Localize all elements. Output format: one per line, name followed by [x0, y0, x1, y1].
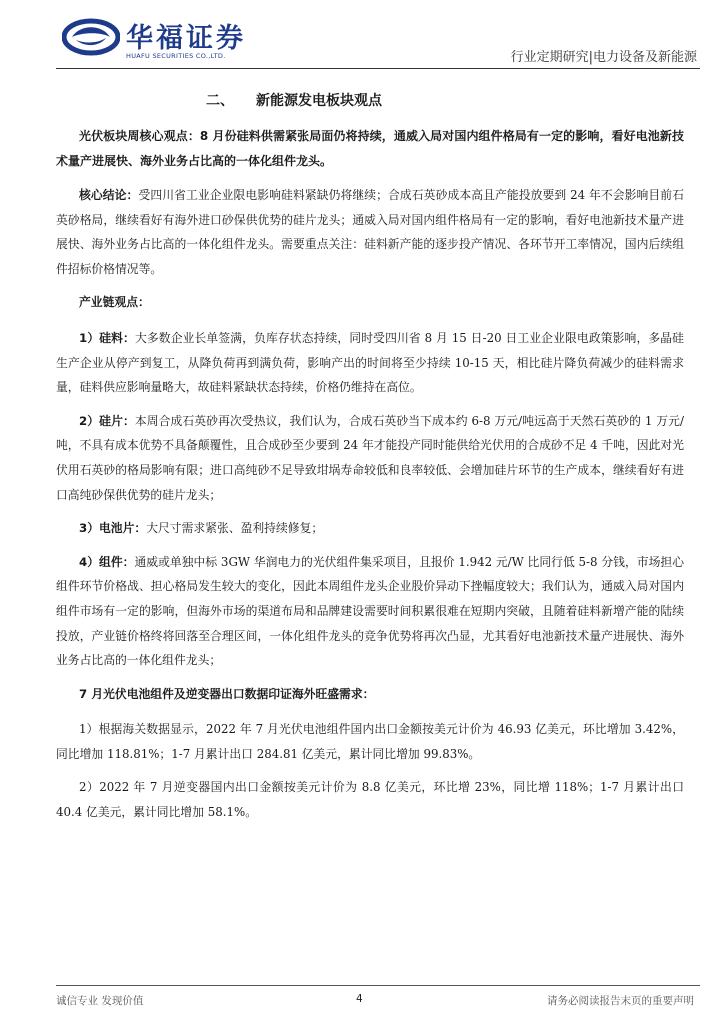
core-thesis: 光伏板块周核心观点：8 月份硅料供需紧张局面仍将持续，通威入局对国内组件格局有一定的影响，看好电池新技术量产进展快、海外业务占比高的一体化组件龙头。: [56, 129, 684, 168]
footer-disclaimer: 请务必阅读报告末页的重要声明: [547, 995, 694, 1007]
section-number: 二、: [206, 93, 234, 109]
export-item-modules: 1）根据海关数据显示，2022 年 7 月光伏电池组件国内出口金额按美元计价为 46.93 亿美元，环比增加 3.42%，同比增加 118.81%；1-7 月累计出口 284.81 亿美元，累计同比增加 99.83%。: [56, 722, 684, 761]
page-number: 4: [356, 993, 363, 1005]
footer-divider: [56, 985, 700, 986]
logo-chinese-name: 华福证券: [126, 23, 246, 54]
chain-item-module: [56, 550, 684, 673]
chain-item-wafer: [56, 409, 684, 507]
export-heading: 7 月光伏电池组件及逆变器出口数据印证海外旺盛需求：: [79, 686, 375, 701]
logo-emblem-icon: [62, 18, 120, 56]
chain-item-text: 大尺寸需求紧张、盈利持续修复；: [146, 521, 324, 536]
chain-item-text: 通威或单独中标 3GW 华润电力的光伏组件集采项目，且报价 1.942 元/W 比同行低 5-8 分钱，市场担心组件环节价格战、担心格局发生较大的变化，因此本周组件龙头企业股价异动下挫幅度较大；我们认为，通威入局对国内组件市场有一定的影响，但海外市场的渠道布局和品牌建设需要时间积累很难在短期内突破，且随着硅料新增产能的陆续投放，产业链价格终将回落至合理区间，一体化组件龙头的竞争优势将再次凸显，尤其看好电池新技术量产进展快、海外业务占比高的一体化组件龙头；: [56, 554, 684, 668]
section-title-text: 新能源发电板块观点: [256, 93, 382, 109]
chain-item-label: 3）电池片：: [79, 521, 147, 536]
core-conclusion: [56, 183, 684, 281]
chain-item-label: 4）组件：: [79, 554, 135, 569]
company-logo: [62, 14, 262, 60]
logo-english-name: HUAFU SECURITIES CO.,LTD.: [126, 52, 226, 60]
header-divider: [56, 68, 700, 69]
chain-item-label: 2）硅片：: [79, 413, 135, 428]
core-conclusion-text: 受四川省工业企业限电影响硅料紧缺仍将继续；合成石英砂成本高且产能投放要到 24 年不会影响目前石英砂格局，继续看好有海外进口砂保供优势的硅片龙头；通威入局对国内组件格局有一定的影响，看好电池新技术量产进展快、海外业务占比高的一体化组件龙头。需要重点关注：硅料新产能的逐步投产情况、各环节开工率情况，国内后续组件招标价格情况等。: [56, 188, 684, 276]
section-title: [206, 90, 684, 110]
chain-item-label: 1）硅料：: [79, 330, 135, 345]
chain-item-text: 本周合成石英砂再次受热议，我们认为，合成石英砂当下成本约 6-8 万元/吨远高于天然石英砂的 1 万元/吨，不具有成本优势不具备颠覆性，且合成砂至少要到 24 年才能投产同时能供给光伏用的合成砂不足 4 千吨，因此对光伏用石英砂的格局影响有限；进口高纯砂不足导致坩埚寿命较低和良率较低、会增加硅片环节的生产成本，继续看好有进口高纯砂保供优势的硅片龙头；: [56, 413, 684, 502]
chain-item-cell: [56, 516, 684, 541]
chain-item-text: 大多数企业长单签满，负库存状态持续，同时受四川省 8 月 15 日-20 日工业企业限电政策影响，多晶硅生产企业从停产到复工，从降负荷再到满负荷，影响产出的时间将至少持续 10-15 天，相比硅片降负荷减少的硅料需求量，硅料供应影响量略大，故硅料紧缺状态持续，价格仍维持在高位。: [56, 330, 684, 395]
core-conclusion-label: 核心结论：: [79, 188, 139, 202]
report-body: [56, 78, 684, 834]
footer-slogan: 诚信专业 发现价值: [56, 995, 144, 1007]
report-type: 行业定期研究|电力设备及新能源: [510, 50, 697, 65]
chain-item-silicon: [56, 326, 684, 400]
chain-heading: 产业链观点：: [79, 295, 150, 310]
export-item-inverters: 2）2022 年 7 月逆变器国内出口金额按美元计价为 8.8 亿美元，环比增 23%，同比增 118%；1-7 月累计出口 40.4 亿美元，累计同比增加 58.1%。: [56, 780, 684, 820]
